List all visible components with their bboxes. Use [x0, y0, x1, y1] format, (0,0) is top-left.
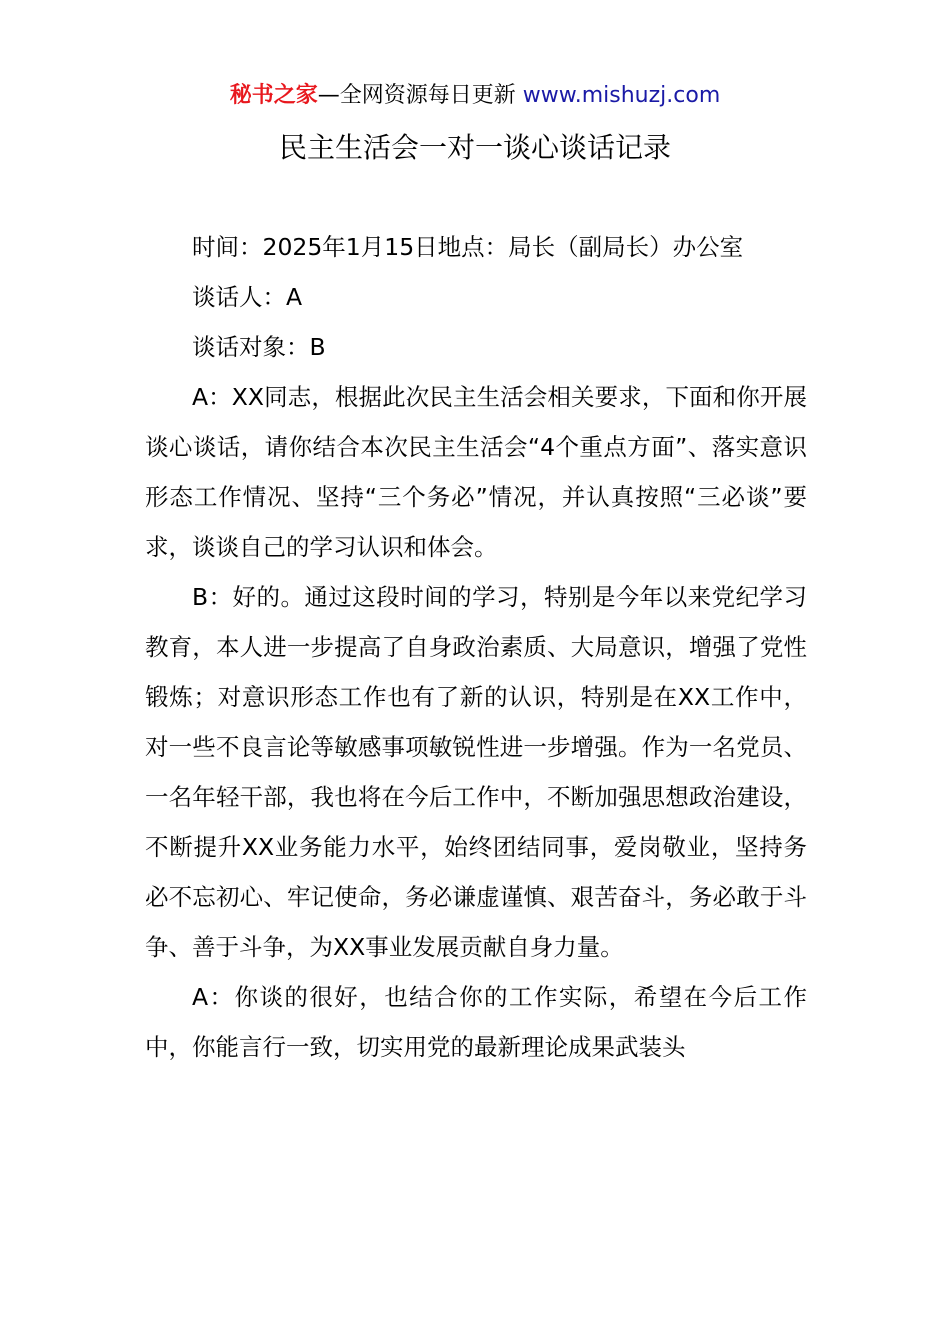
document-title: 民主生活会一对一谈心谈话记录 — [278, 131, 671, 164]
site-slogan: —全网资源每日更新 — [317, 83, 523, 108]
paragraph-b-response: B：好的。通过这段时间的学习，特别是今年以来党纪学习教育，本人进一步提高了自身政治素质、大局意识，增强了党性锻炼；对意识形态工作也有了新的认识，特别是在XX工作中，对一些不良言论等敏感事项敏锐性进一步增强。作为一名党员、一名年轻干部，我也将在今后工作中，不断加强思想政治建设，不断提升XX业务能力水平，始终团结同事，爱岗敬业，坚持务必不忘初心、牢记使命，务必谦虚谨慎、艰苦奋斗，务必敢于斗争、善于斗争，为XX事业发展贡献自身力量。 — [145, 583, 807, 961]
document-body — [145, 222, 807, 1072]
site-brand: 秘书之家 — [229, 83, 318, 108]
site-header — [0, 80, 950, 112]
paragraph-speaker: 谈话人：A — [192, 283, 303, 311]
paragraph-a-opening: A：XX同志，根据此次民主生活会相关要求，下面和你开展谈心谈话，请你结合本次民主生活会“4个重点方面”、落实意识形态工作情况、坚持“三个务必”情况，并认真按照“三必谈”要求，谈谈自己的学习认识和体会。 — [145, 383, 807, 561]
paragraph-time-location: 时间：2025年1月15日地点：局长（副局长）办公室 — [192, 233, 744, 261]
site-url-link[interactable]: www.mishuzj.com — [522, 83, 721, 108]
paragraph-a-followup: A：你谈的很好，也结合你的工作实际，希望在今后工作中，你能言行一致，切实用党的最新理论成果武装头 — [145, 983, 807, 1061]
paragraph-interviewee: 谈话对象：B — [192, 333, 326, 361]
